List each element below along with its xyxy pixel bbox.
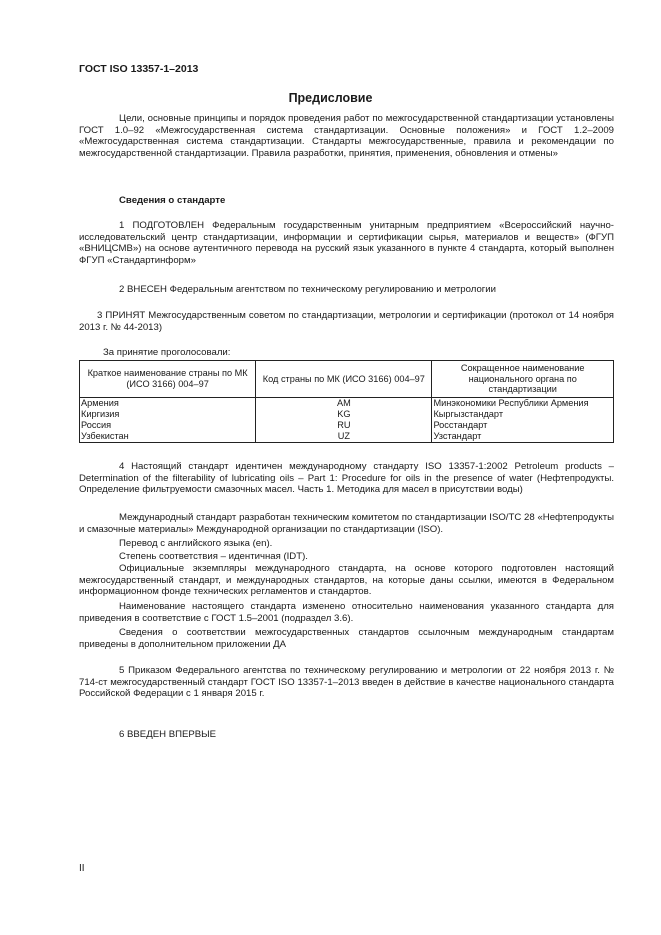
item-2-paragraph: 2 ВНЕСЕН Федеральным агентством по техническому регулированию и метрологии (119, 284, 497, 295)
code-cell: KG (256, 409, 432, 420)
item-1-paragraph: 1 ПОДГОТОВЛЕН Федеральным государственным унитарным предприятием «Всероссийский научно-исследовательский центр стандартизации, информации и сертификации сырья, материалов и веществ» (ФГУП «ВНИЦСМВ») на основе аутентичного перевода на русский язык указанного в пункте 4 стандарта, который выполнен ФГУП «Стандартинформ» (79, 220, 614, 266)
item-6-paragraph: 6 ВВЕДЕН ВПЕРВЫЕ (119, 729, 217, 740)
country-cell: Россия (80, 420, 256, 431)
country-cell: Узбекистан (80, 431, 256, 443)
item-4-name-change-paragraph: Наименование настоящего стандарта изменено относительно наименования указанного стандарта для приведения в соответствие с ГОСТ 1.5–2001 (подраздел 3.6). (79, 601, 614, 624)
body-cell: Минэкономики Республики Армения (432, 398, 614, 410)
item-4-reference-paragraph: Сведения о соответствии межгосударственных стандартов ссылочным международным стандартам приведены в дополнительном приложении ДА (79, 627, 614, 650)
table-row (80, 431, 614, 443)
code-cell: RU (256, 420, 432, 431)
item-4-official-copies-paragraph: Официальные экземпляры международного стандарта, на основе которого подготовлен настоящий межгосударственный стандарт, и международных стандартов, на которые даны ссылки, имеются в Федеральном информационном фонде технических регламентов и стандартов. (79, 563, 614, 598)
page-number: II (79, 863, 85, 874)
item-5-paragraph: 5 Приказом Федерального агентства по техническому регулированию и метрологии от 22 ноября 2013 г. № 714-ст межгосударственный стандарт ГОСТ ISO 13357-1–2013 введен в действие в качестве национального стандарта Российской Федерации с 1 января 2015 г. (79, 665, 614, 700)
body-cell: Росстандарт (432, 420, 614, 431)
item-3-paragraph: 3 ПРИНЯТ Межгосударственным советом по стандартизации, метрологии и сертификации (протокол от 14 ноября 2013 г. № 44-2013) (79, 310, 614, 333)
column-header-country: Краткое наименование страны по МК (ИСО 3166) 004–97 (80, 361, 256, 398)
page-title: Предисловие (288, 91, 373, 105)
table-row (80, 398, 614, 410)
item-4-paragraph: 4 Настоящий стандарт идентичен международному стандарту ISO 13357-1:2002 Petroleum products – Determination of the filterability of lubricating oils – Part 1: Procedure for oils in the presence of water (Нефтепродукты. Определение фильтруемости смазочных масел. Часть 1. Методика для масел в присутствии воды) (79, 461, 614, 496)
body-cell: Кыргызстандарт (432, 409, 614, 420)
table-row (80, 420, 614, 431)
country-cell: Киргизия (80, 409, 256, 420)
item-4-conformity-note: Степень соответствия – идентичная (IDT). (119, 551, 308, 562)
vote-caption: За принятие проголосовали: (103, 347, 231, 358)
item-4-iso-tc-paragraph: Международный стандарт разработан техническим комитетом по стандартизации ISO/TC 28 «Нефтепродукты и смазочные материалы» Международной организации по стандартизации (ISO). (79, 512, 614, 535)
voting-table (79, 360, 614, 443)
body-cell: Узстандарт (432, 431, 614, 443)
code-cell: UZ (256, 431, 432, 443)
table-row (80, 409, 614, 420)
table-header-row (80, 361, 614, 398)
column-header-body: Сокращенное наименование национального органа по стандартизации (432, 361, 614, 398)
section-heading: Сведения о стандарте (119, 195, 226, 206)
column-header-code: Код страны по МК (ИСО 3166) 004–97 (256, 361, 432, 398)
item-4-translation-note: Перевод с английского языка (en). (119, 538, 273, 549)
country-cell: Армения (80, 398, 256, 410)
code-cell: AM (256, 398, 432, 410)
intro-paragraph: Цели, основные принципы и порядок проведения работ по межгосударственной стандартизации установлены ГОСТ 1.0–92 «Межгосударственная система стандартизации. Основные положения» и ГОСТ 1.2–2009 «Межгосударственная система стандартизации. Стандарты межгосударственные, правила и рекомендации по межгосударственной стандартизации. Правила разработки, принятия, применения, обновления и отмены» (79, 113, 614, 159)
document-code: ГОСТ ISO 13357-1–2013 (79, 63, 199, 75)
